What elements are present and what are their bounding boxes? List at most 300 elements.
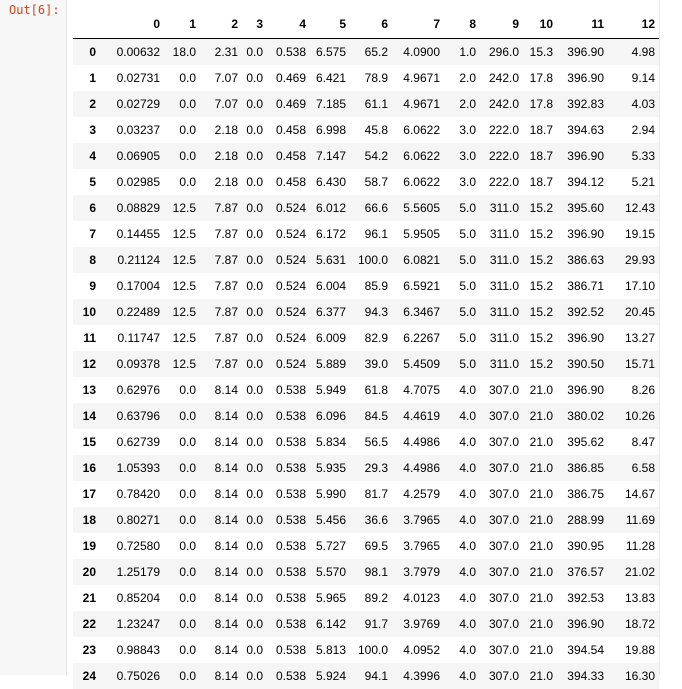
table-cell: 6.5921 bbox=[392, 273, 444, 299]
table-cell: 66.6 bbox=[350, 195, 392, 221]
table-cell: 21.0 bbox=[523, 611, 557, 637]
table-cell: 21.0 bbox=[523, 585, 557, 611]
table-cell: 394.12 bbox=[557, 169, 608, 195]
table-cell: 1.25179 bbox=[100, 559, 164, 585]
table-cell: 311.0 bbox=[480, 325, 523, 351]
table-cell: 0.458 bbox=[267, 169, 310, 195]
table-cell: 4.0 bbox=[444, 377, 480, 403]
table-cell: 311.0 bbox=[480, 273, 523, 299]
table-cell: 0.0 bbox=[164, 91, 200, 117]
table-cell: 21.0 bbox=[523, 481, 557, 507]
table-cell: 0.0 bbox=[242, 195, 267, 221]
table-cell: 0.0 bbox=[164, 429, 200, 455]
table-cell: 6.3467 bbox=[392, 299, 444, 325]
table-cell: 0.00632 bbox=[100, 39, 164, 66]
table-cell: 6.0622 bbox=[392, 143, 444, 169]
table-cell: 4.0 bbox=[444, 507, 480, 533]
table-cell: 0.538 bbox=[267, 559, 310, 585]
table-cell: 7.07 bbox=[200, 91, 242, 117]
table-cell: 4.0900 bbox=[392, 39, 444, 66]
table-cell: 0.538 bbox=[267, 663, 310, 689]
table-cell: 376.57 bbox=[557, 559, 608, 585]
table-cell: 15.2 bbox=[523, 247, 557, 273]
table-cell: 21.0 bbox=[523, 663, 557, 689]
table-row bbox=[73, 117, 659, 143]
table-cell: 4.0123 bbox=[392, 585, 444, 611]
table-cell: 15.2 bbox=[523, 221, 557, 247]
table-cell: 0.0 bbox=[242, 403, 267, 429]
table-cell: 12.5 bbox=[164, 299, 200, 325]
table-cell: 311.0 bbox=[480, 351, 523, 377]
table-cell: 0.524 bbox=[267, 273, 310, 299]
table-cell: 0.0 bbox=[164, 65, 200, 91]
table-cell: 0.0 bbox=[164, 585, 200, 611]
table-cell: 0.0 bbox=[242, 221, 267, 247]
table-cell: 0.62976 bbox=[100, 377, 164, 403]
table-row bbox=[73, 429, 659, 455]
table-cell: 396.90 bbox=[557, 143, 608, 169]
table-cell: 4.0 bbox=[444, 611, 480, 637]
table-cell: 394.63 bbox=[557, 117, 608, 143]
table-cell: 307.0 bbox=[480, 611, 523, 637]
table-cell: 8.14 bbox=[200, 533, 242, 559]
table-cell: 0.524 bbox=[267, 221, 310, 247]
table-cell: 307.0 bbox=[480, 663, 523, 689]
table-cell: 16.30 bbox=[608, 663, 659, 689]
row-index: 12 bbox=[73, 351, 100, 377]
table-cell: 0.11747 bbox=[100, 325, 164, 351]
row-index: 4 bbox=[73, 143, 100, 169]
table-cell: 4.4619 bbox=[392, 403, 444, 429]
table-cell: 5.0 bbox=[444, 247, 480, 273]
table-cell: 6.0622 bbox=[392, 169, 444, 195]
table-cell: 9.14 bbox=[608, 65, 659, 91]
table-cell: 307.0 bbox=[480, 429, 523, 455]
table-cell: 2.94 bbox=[608, 117, 659, 143]
table-cell: 96.1 bbox=[350, 221, 392, 247]
table-cell: 0.62739 bbox=[100, 429, 164, 455]
table-cell: 21.0 bbox=[523, 533, 557, 559]
table-cell: 39.0 bbox=[350, 351, 392, 377]
table-cell: 3.0 bbox=[444, 169, 480, 195]
table-cell: 3.7979 bbox=[392, 559, 444, 585]
table-cell: 0.458 bbox=[267, 143, 310, 169]
table-cell: 0.538 bbox=[267, 429, 310, 455]
row-index: 21 bbox=[73, 585, 100, 611]
table-cell: 0.0 bbox=[242, 325, 267, 351]
table-row bbox=[73, 91, 659, 117]
table-cell: 0.0 bbox=[164, 507, 200, 533]
table-cell: 5.813 bbox=[310, 637, 350, 663]
row-index: 9 bbox=[73, 273, 100, 299]
table-cell: 307.0 bbox=[480, 533, 523, 559]
table-cell: 6.0821 bbox=[392, 247, 444, 273]
table-cell: 0.14455 bbox=[100, 221, 164, 247]
table-cell: 8.14 bbox=[200, 429, 242, 455]
index-header bbox=[73, 10, 100, 39]
table-cell: 4.0 bbox=[444, 455, 480, 481]
table-cell: 0.538 bbox=[267, 507, 310, 533]
table-cell: 0.0 bbox=[242, 533, 267, 559]
table-cell: 21.0 bbox=[523, 377, 557, 403]
table-cell: 5.727 bbox=[310, 533, 350, 559]
table-cell: 4.0 bbox=[444, 637, 480, 663]
table-cell: 21.0 bbox=[523, 455, 557, 481]
column-header: 0 bbox=[100, 10, 164, 39]
table-cell: 6.2267 bbox=[392, 325, 444, 351]
table-cell: 307.0 bbox=[480, 585, 523, 611]
table-cell: 98.1 bbox=[350, 559, 392, 585]
row-index: 6 bbox=[73, 195, 100, 221]
table-cell: 18.7 bbox=[523, 117, 557, 143]
table-cell: 0.0 bbox=[242, 351, 267, 377]
table-cell: 29.93 bbox=[608, 247, 659, 273]
table-cell: 5.570 bbox=[310, 559, 350, 585]
table-row bbox=[73, 611, 659, 637]
table-cell: 380.02 bbox=[557, 403, 608, 429]
table-cell: 4.0 bbox=[444, 533, 480, 559]
table-cell: 100.0 bbox=[350, 247, 392, 273]
table-cell: 0.0 bbox=[164, 611, 200, 637]
table-cell: 81.7 bbox=[350, 481, 392, 507]
table-cell: 19.88 bbox=[608, 637, 659, 663]
table-cell: 0.458 bbox=[267, 117, 310, 143]
table-cell: 0.08829 bbox=[100, 195, 164, 221]
table-cell: 19.15 bbox=[608, 221, 659, 247]
table-cell: 0.0 bbox=[242, 429, 267, 455]
table-cell: 18.72 bbox=[608, 611, 659, 637]
table-cell: 12.5 bbox=[164, 351, 200, 377]
table-row bbox=[73, 377, 659, 403]
table-cell: 0.0 bbox=[164, 533, 200, 559]
table-cell: 7.147 bbox=[310, 143, 350, 169]
row-index: 24 bbox=[73, 663, 100, 689]
table-cell: 78.9 bbox=[350, 65, 392, 91]
table-cell: 396.90 bbox=[557, 65, 608, 91]
table-cell: 0.78420 bbox=[100, 481, 164, 507]
table-cell: 0.469 bbox=[267, 91, 310, 117]
table-cell: 0.538 bbox=[267, 481, 310, 507]
table-cell: 15.71 bbox=[608, 351, 659, 377]
table-cell: 3.7965 bbox=[392, 533, 444, 559]
table-cell: 0.0 bbox=[242, 117, 267, 143]
table-cell: 4.4986 bbox=[392, 455, 444, 481]
table-cell: 392.52 bbox=[557, 299, 608, 325]
table-cell: 0.0 bbox=[242, 455, 267, 481]
row-index: 14 bbox=[73, 403, 100, 429]
table-cell: 390.50 bbox=[557, 351, 608, 377]
table-row bbox=[73, 351, 659, 377]
table-cell: 5.9505 bbox=[392, 221, 444, 247]
table-row bbox=[73, 169, 659, 195]
table-cell: 242.0 bbox=[480, 91, 523, 117]
table-cell: 0.0 bbox=[164, 455, 200, 481]
table-cell: 3.7965 bbox=[392, 507, 444, 533]
table-cell: 0.538 bbox=[267, 377, 310, 403]
table-cell: 0.09378 bbox=[100, 351, 164, 377]
column-header: 2 bbox=[200, 10, 242, 39]
table-cell: 29.3 bbox=[350, 455, 392, 481]
table-cell: 0.538 bbox=[267, 533, 310, 559]
table-cell: 0.02729 bbox=[100, 91, 164, 117]
table-cell: 0.0 bbox=[242, 377, 267, 403]
table-cell: 7.87 bbox=[200, 273, 242, 299]
table-cell: 17.8 bbox=[523, 65, 557, 91]
table-cell: 0.0 bbox=[164, 481, 200, 507]
table-cell: 2.18 bbox=[200, 117, 242, 143]
row-index: 10 bbox=[73, 299, 100, 325]
table-cell: 94.3 bbox=[350, 299, 392, 325]
table-cell: 20.45 bbox=[608, 299, 659, 325]
table-cell: 8.14 bbox=[200, 637, 242, 663]
table-cell: 307.0 bbox=[480, 507, 523, 533]
table-cell: 6.012 bbox=[310, 195, 350, 221]
table-cell: 0.0 bbox=[242, 637, 267, 663]
table-cell: 2.18 bbox=[200, 169, 242, 195]
table-cell: 18.0 bbox=[164, 39, 200, 66]
row-index: 8 bbox=[73, 247, 100, 273]
table-cell: 5.949 bbox=[310, 377, 350, 403]
table-row bbox=[73, 299, 659, 325]
row-index: 1 bbox=[73, 65, 100, 91]
table-cell: 2.31 bbox=[200, 39, 242, 66]
table-cell: 0.22489 bbox=[100, 299, 164, 325]
table-cell: 395.62 bbox=[557, 429, 608, 455]
table-cell: 11.69 bbox=[608, 507, 659, 533]
table-cell: 4.0 bbox=[444, 481, 480, 507]
table-cell: 307.0 bbox=[480, 455, 523, 481]
table-cell: 0.0 bbox=[164, 143, 200, 169]
table-cell: 0.0 bbox=[164, 663, 200, 689]
row-index: 2 bbox=[73, 91, 100, 117]
column-header: 11 bbox=[557, 10, 608, 39]
table-cell: 395.60 bbox=[557, 195, 608, 221]
table-cell: 392.83 bbox=[557, 91, 608, 117]
row-index: 17 bbox=[73, 481, 100, 507]
table-cell: 0.02731 bbox=[100, 65, 164, 91]
table-cell: 386.75 bbox=[557, 481, 608, 507]
row-index: 18 bbox=[73, 507, 100, 533]
table-row bbox=[73, 637, 659, 663]
table-cell: 0.17004 bbox=[100, 273, 164, 299]
table-cell: 0.524 bbox=[267, 195, 310, 221]
cell-right-border bbox=[659, 0, 660, 675]
table-cell: 0.0 bbox=[164, 117, 200, 143]
table-cell: 12.5 bbox=[164, 221, 200, 247]
table-cell: 0.0 bbox=[242, 559, 267, 585]
table-cell: 21.0 bbox=[523, 429, 557, 455]
row-index: 15 bbox=[73, 429, 100, 455]
table-cell: 0.0 bbox=[164, 559, 200, 585]
table-row bbox=[73, 559, 659, 585]
table-cell: 85.9 bbox=[350, 273, 392, 299]
table-cell: 3.0 bbox=[444, 117, 480, 143]
table-cell: 4.9671 bbox=[392, 91, 444, 117]
table-cell: 18.7 bbox=[523, 169, 557, 195]
table-cell: 0.0 bbox=[242, 143, 267, 169]
table-cell: 0.0 bbox=[242, 611, 267, 637]
table-cell: 396.90 bbox=[557, 377, 608, 403]
column-header: 5 bbox=[310, 10, 350, 39]
dataframe-output bbox=[73, 10, 659, 675]
table-row bbox=[73, 533, 659, 559]
table-cell: 69.5 bbox=[350, 533, 392, 559]
row-index: 0 bbox=[73, 39, 100, 66]
table-cell: 17.10 bbox=[608, 273, 659, 299]
table-cell: 0.0 bbox=[242, 91, 267, 117]
table-cell: 296.0 bbox=[480, 39, 523, 66]
table-cell: 0.0 bbox=[242, 585, 267, 611]
table-cell: 1.0 bbox=[444, 39, 480, 66]
table-cell: 8.47 bbox=[608, 429, 659, 455]
output-prompt-label: Out[6]: bbox=[9, 3, 60, 17]
table-cell: 0.524 bbox=[267, 351, 310, 377]
table-cell: 8.26 bbox=[608, 377, 659, 403]
column-header: 9 bbox=[480, 10, 523, 39]
table-cell: 222.0 bbox=[480, 169, 523, 195]
table-cell: 5.21 bbox=[608, 169, 659, 195]
table-cell: 12.5 bbox=[164, 247, 200, 273]
table-cell: 6.0622 bbox=[392, 117, 444, 143]
table-cell: 5.33 bbox=[608, 143, 659, 169]
table-cell: 21.0 bbox=[523, 559, 557, 585]
table-cell: 396.90 bbox=[557, 39, 608, 66]
table-cell: 8.14 bbox=[200, 611, 242, 637]
table-cell: 386.63 bbox=[557, 247, 608, 273]
column-header: 7 bbox=[392, 10, 444, 39]
table-cell: 0.0 bbox=[242, 507, 267, 533]
table-cell: 242.0 bbox=[480, 65, 523, 91]
table-row bbox=[73, 585, 659, 611]
table-cell: 0.21124 bbox=[100, 247, 164, 273]
table-cell: 5.0 bbox=[444, 325, 480, 351]
table-cell: 7.87 bbox=[200, 247, 242, 273]
row-index: 5 bbox=[73, 169, 100, 195]
dataframe-table bbox=[73, 10, 659, 689]
table-cell: 5.935 bbox=[310, 455, 350, 481]
table-cell: 45.8 bbox=[350, 117, 392, 143]
table-cell: 5.0 bbox=[444, 273, 480, 299]
table-cell: 0.0 bbox=[164, 637, 200, 663]
table-cell: 6.421 bbox=[310, 65, 350, 91]
table-cell: 10.26 bbox=[608, 403, 659, 429]
table-cell: 7.185 bbox=[310, 91, 350, 117]
table-row bbox=[73, 273, 659, 299]
table-cell: 89.2 bbox=[350, 585, 392, 611]
column-header: 12 bbox=[608, 10, 659, 39]
table-row bbox=[73, 325, 659, 351]
table-row bbox=[73, 403, 659, 429]
table-cell: 6.58 bbox=[608, 455, 659, 481]
table-cell: 0.0 bbox=[242, 273, 267, 299]
table-cell: 1.23247 bbox=[100, 611, 164, 637]
table-cell: 18.7 bbox=[523, 143, 557, 169]
output-prompt-area bbox=[0, 0, 67, 675]
table-cell: 5.0 bbox=[444, 221, 480, 247]
table-cell: 61.1 bbox=[350, 91, 392, 117]
table-row bbox=[73, 65, 659, 91]
table-cell: 0.85204 bbox=[100, 585, 164, 611]
table-cell: 222.0 bbox=[480, 117, 523, 143]
table-row bbox=[73, 221, 659, 247]
table-cell: 1.05393 bbox=[100, 455, 164, 481]
column-header: 3 bbox=[242, 10, 267, 39]
table-cell: 7.87 bbox=[200, 195, 242, 221]
table-cell: 0.75026 bbox=[100, 663, 164, 689]
row-index: 22 bbox=[73, 611, 100, 637]
table-cell: 0.0 bbox=[242, 663, 267, 689]
table-cell: 6.142 bbox=[310, 611, 350, 637]
table-cell: 307.0 bbox=[480, 377, 523, 403]
table-cell: 0.524 bbox=[267, 299, 310, 325]
table-cell: 5.456 bbox=[310, 507, 350, 533]
table-cell: 8.14 bbox=[200, 481, 242, 507]
table-cell: 3.9769 bbox=[392, 611, 444, 637]
table-cell: 0.524 bbox=[267, 325, 310, 351]
table-cell: 21.0 bbox=[523, 637, 557, 663]
table-cell: 394.54 bbox=[557, 637, 608, 663]
column-header: 1 bbox=[164, 10, 200, 39]
table-row bbox=[73, 195, 659, 221]
table-cell: 0.03237 bbox=[100, 117, 164, 143]
table-cell: 5.924 bbox=[310, 663, 350, 689]
table-cell: 390.95 bbox=[557, 533, 608, 559]
table-cell: 0.98843 bbox=[100, 637, 164, 663]
table-cell: 0.0 bbox=[164, 377, 200, 403]
table-cell: 84.5 bbox=[350, 403, 392, 429]
table-cell: 6.377 bbox=[310, 299, 350, 325]
table-cell: 2.18 bbox=[200, 143, 242, 169]
column-header: 4 bbox=[267, 10, 310, 39]
table-cell: 0.538 bbox=[267, 585, 310, 611]
table-cell: 4.4986 bbox=[392, 429, 444, 455]
table-cell: 15.2 bbox=[523, 195, 557, 221]
table-cell: 0.06905 bbox=[100, 143, 164, 169]
table-cell: 13.27 bbox=[608, 325, 659, 351]
table-cell: 15.2 bbox=[523, 325, 557, 351]
table-cell: 0.80271 bbox=[100, 507, 164, 533]
table-cell: 8.14 bbox=[200, 663, 242, 689]
table-cell: 4.03 bbox=[608, 91, 659, 117]
table-cell: 396.90 bbox=[557, 611, 608, 637]
table-cell: 5.965 bbox=[310, 585, 350, 611]
table-cell: 4.0 bbox=[444, 585, 480, 611]
table-cell: 56.5 bbox=[350, 429, 392, 455]
table-cell: 0.02985 bbox=[100, 169, 164, 195]
table-cell: 311.0 bbox=[480, 195, 523, 221]
table-cell: 0.538 bbox=[267, 637, 310, 663]
table-row bbox=[73, 247, 659, 273]
table-cell: 5.889 bbox=[310, 351, 350, 377]
table-cell: 7.87 bbox=[200, 351, 242, 377]
table-cell: 14.67 bbox=[608, 481, 659, 507]
table-cell: 94.1 bbox=[350, 663, 392, 689]
table-cell: 307.0 bbox=[480, 481, 523, 507]
table-cell: 12.5 bbox=[164, 195, 200, 221]
table-cell: 307.0 bbox=[480, 403, 523, 429]
table-cell: 0.538 bbox=[267, 455, 310, 481]
table-cell: 307.0 bbox=[480, 559, 523, 585]
table-cell: 0.538 bbox=[267, 403, 310, 429]
row-index: 11 bbox=[73, 325, 100, 351]
table-cell: 4.98 bbox=[608, 39, 659, 66]
table-cell: 5.631 bbox=[310, 247, 350, 273]
table-cell: 311.0 bbox=[480, 247, 523, 273]
table-cell: 288.99 bbox=[557, 507, 608, 533]
table-cell: 0.0 bbox=[242, 65, 267, 91]
table-cell: 392.53 bbox=[557, 585, 608, 611]
table-cell: 394.33 bbox=[557, 663, 608, 689]
